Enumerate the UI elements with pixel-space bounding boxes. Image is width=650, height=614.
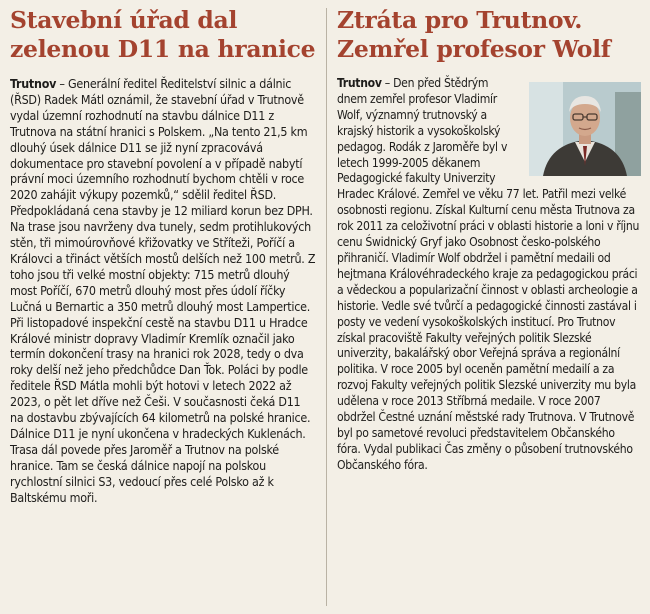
portrait-photo: [529, 82, 641, 176]
article-d11: [10, 0, 316, 505]
article-body-wolf: [337, 76, 641, 474]
article-wolf: [337, 0, 641, 474]
article-body-d11: [10, 76, 316, 505]
byline-wolf: Trutnov: [337, 76, 382, 90]
column-divider: [326, 8, 327, 606]
headline-d11: Stavební úřad dal zelenou D11 na hranice: [10, 6, 316, 63]
article-text-wolf: – Den před Štědrým dnem zemřel profesor Vladimír Wolf, významný trutnovský a krajský historik a vysokoškolský pedagog. Rodák z Jaroměře byl v letech 1999-2005 děkanem Pedagogické fakulty Univerzity Hradec Králové. Zemřel ve věku 77 let. Patřil mezi velké osobnosti regionu. Získal Kulturní cenu města Trutnova za rok 2011 za celoživotní práci v oblasti historie a loni v říjnu cenu Świdnický Gryf jako Osobnost česko-polského přihraničí. Vladimír Wolf obdržel i pamětní medaili od hejtmana Královéhradeckého kraje za pedagogickou práci a vědeckou a popularizační činnost v oblasti archeologie a historie. Vedle své tvůrčí a pedagogické činnosti zastával i posty ve vedení vysokoškolských institucí. Pro Trutnov získal pracoviště Fakulty veřejných politik Slezské univerzity, bakalářský obor Veřejná správa a regionální politika. V roce 2005 byl oceněn pamětní medailí a za rozvoj Fakulty veřejných politik Slezské univerzity mu byla udělena v roce 2013 Stříbrná medaile. V roce 2007 obdržel Čestné uznání městské rady Trutnova. V Trutnově byl po sametové revoluci představitelem Občanského fóra. Vydal publikaci Čas změny o působení trutnovského Občanského fóra.: [337, 76, 640, 472]
article-text-d11: – Generální ředitel Ředitelství silnic a dálnic (ŘSD) Radek Mátl oznámil, že stavební úřad v Trutnově vydal územní rozhodnutí na stavbu dálnice D11 z Trutnova na státní hranici s Polskem. „Na tento 21,5 km dlouhý úsek dálnice D11 se již nyní zpracovává dokumentace pro stavební povolení a v případě nabytí právní moci územního rozhodnutí bychom chtěli v roce 2020 zahájit výkupy pozemků,“ sdělil ředitel ŘSD. Předpokládaná cena stavby je 12 miliard korun bez DPH. Na trase jsou navrženy dva tunely, sedm protihlukových stěn, tři mimoúrovňové křižovatky ve Stříteži, Poříčí a Královci a třináct větších mostů delších než 100 metrů. Z toho jsou tři velké mostní objekty: 715 metrů dlouhý most Poříčí, 670 metrů dlouhý most přes údolí říčky Lučná u Bernartic a 350 metrů dlouhý most Lampertice. Při listopadové inspekční cestě na stavbu D11 u Hradce Králové ministr dopravy Vladimír Kremlík označil jako termín dokončení trasy na hranici rok 2028, tedy o dva roky delší než jeho předchůdce Dan Ťok. Poláci by podle ředitele ŘSD Mátla mohli být hotovi v letech 2022 až 2023, o pět let dříve než Češi. V současnosti čeká D11 na dostavbu zbývajících 64 kilometrů na polské hranice. Dálnice D11 je nyní ukončena v hradeckých Kuklenách. Trasa dál povede přes Jaroměř a Trutnov na polské hranice. Tam se česká dálnice napojí na polskou rychlostní silnici S3, vedoucí přes celé Polsko až k Baltskému moři.: [10, 76, 316, 505]
portrait-illustration: [529, 82, 641, 176]
byline-d11: Trutnov: [10, 76, 57, 91]
headline-wolf: Ztráta pro Trutnov. Zemřel profesor Wolf: [337, 6, 611, 63]
